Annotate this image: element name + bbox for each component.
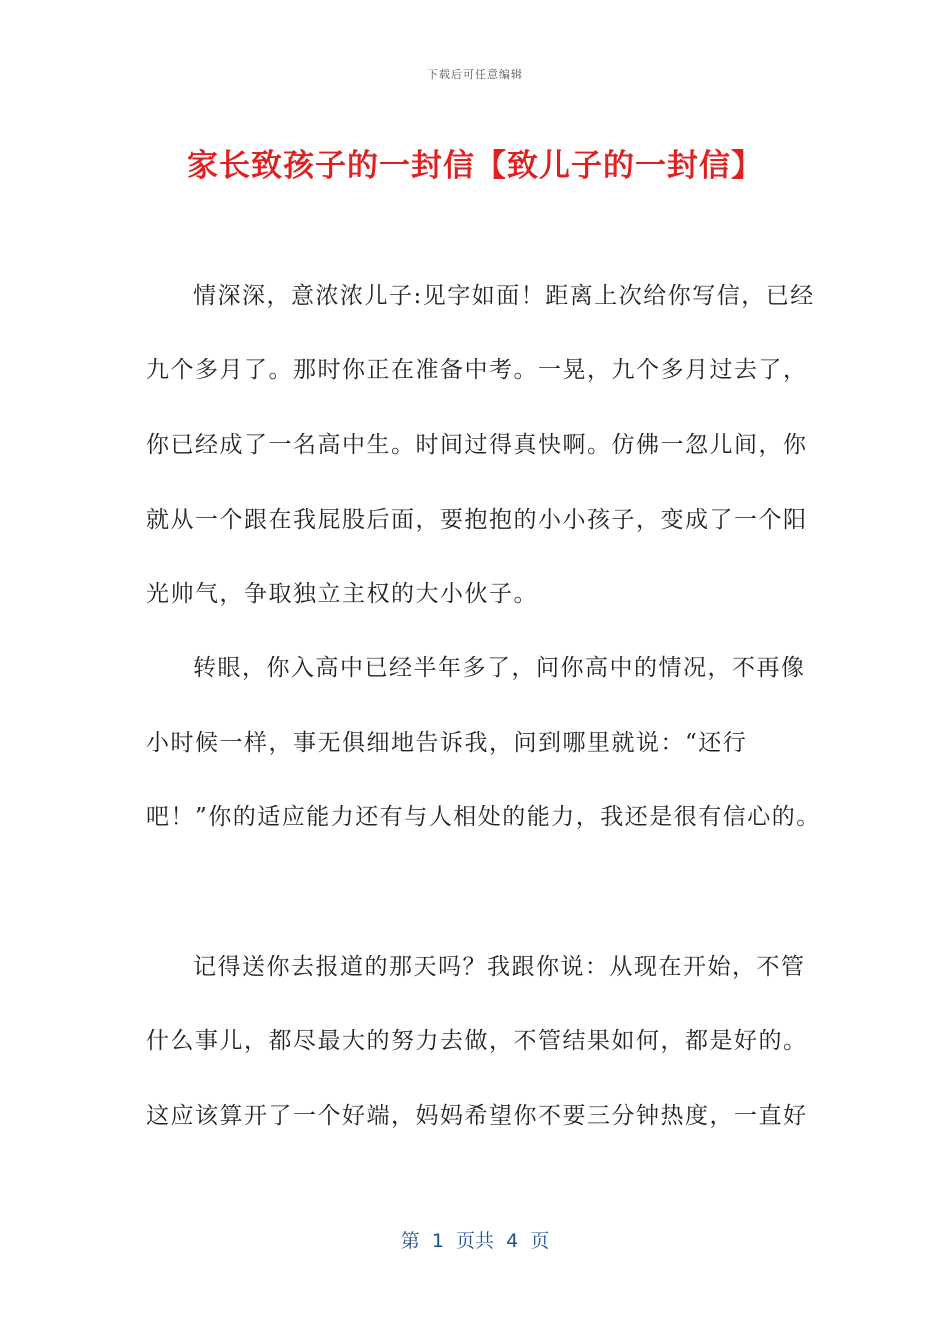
document-title: 家长致孩子的一封信【致儿子的一封信】	[187, 148, 763, 184]
page-footer: 第 1 页共 4 页	[400, 1230, 550, 1252]
body-line: 光帅气，争取独立主权的大小伙子。	[146, 581, 538, 607]
body-line: 记得送你去报道的那天吗？我跟你说：从现在开始，不管	[193, 954, 806, 980]
body-line: 什么事儿，都尽最大的努力去做，不管结果如何，都是好的。	[146, 1028, 808, 1054]
body-line: 就从一个跟在我屁股后面，要抱抱的小小孩子，变成了一个阳	[146, 507, 808, 533]
header-note: 下载后可任意编辑	[427, 68, 523, 81]
body-line: 九个多月了。那时你正在准备中考。一晃，九个多月过去了，	[146, 357, 808, 383]
body-line: 你已经成了一名高中生。时间过得真快啊。仿佛一忽儿间，你	[146, 432, 808, 458]
body-line: 吧！”你的适应能力还有与人相处的能力，我还是很有信心的。	[146, 804, 821, 830]
body-line: 情深深，意浓浓儿子:见字如面！距离上次给你写信，已经	[193, 283, 815, 309]
body-line: 小时候一样，事无俱细地告诉我，问到哪里就说：“还行	[146, 730, 748, 756]
body-line: 这应该算开了一个好端，妈妈希望你不要三分钟热度，一直好	[146, 1103, 808, 1129]
body-line: 转眼，你入高中已经半年多了，问你高中的情况，不再像	[193, 655, 806, 681]
